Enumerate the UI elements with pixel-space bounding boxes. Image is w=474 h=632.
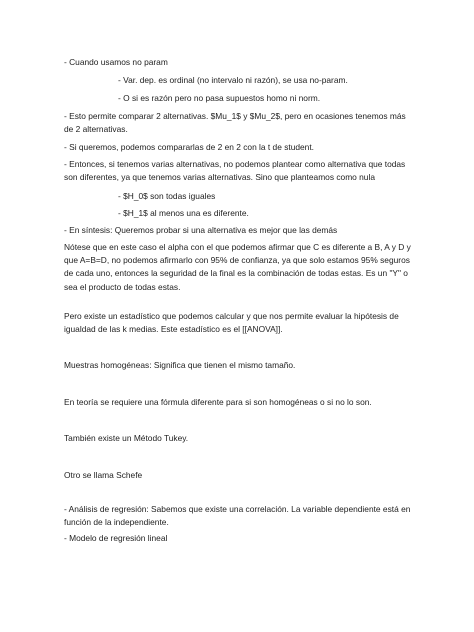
paragraph-schefe: Otro se llama Schefe — [64, 470, 143, 480]
paragraph-synthesis: - En síntesis: Queremos probar si una alternativa es mejor que las demás — [64, 225, 338, 235]
paragraph-homogeneous-samples: Muestras homogéneas: Significa que tienen el mismo tamaño. — [64, 360, 296, 370]
paragraph-null-hypothesis-setup: - Entonces, si tenemos varias alternativas, no podemos plantear como alternativa que todas son diferentes, ya que tenemos varias alternativas. Sino que planteamos como nula — [64, 159, 406, 183]
paragraph-regression-analysis: - Análisis de regresión: Sabemos que existe una correlación. La variable dependiente está en función de la independiente. — [64, 504, 411, 528]
paragraph-h1: - $H_1$ al menos una es diferente. — [118, 208, 249, 218]
paragraph-no-param: - Cuando usamos no param — [64, 57, 168, 67]
paragraph-tukey: También existe un Método Tukey. — [64, 433, 189, 443]
paragraph-formula-theory: En teoría se requiere una fórmula diferente para si son homogéneas o si no lo son. — [64, 397, 372, 407]
paragraph-linear-regression-model: - Modelo de regresión lineal — [64, 533, 168, 543]
paragraph-anova: Pero existe un estadístico que podemos calcular y que nos permite evaluar la hipótesis de igualdad de las k medias. Este estadístico es el [[ANOVA]]. — [64, 311, 399, 335]
paragraph-compare-two-alternatives: - Esto permite comparar 2 alternativas. $Mu_1$ y $Mu_2$, pero en ocasiones tenemos más de 2 alternativas. — [64, 111, 406, 135]
paragraph-ordinal-dependent-variable: - Var. dep. es ordinal (no intervalo ni razón), se usa no-param. — [118, 75, 348, 85]
paragraph-ratio-assumptions: - O si es razón pero no pasa supuestos homo ni norm. — [118, 93, 321, 103]
paragraph-pairwise-t-student: - Si queremos, podemos compararlas de 2 en 2 con la t de student. — [64, 142, 314, 152]
paragraph-h0: - $H_0$ son todas iguales — [118, 191, 216, 201]
paragraph-alpha-note: Nótese que en este caso el alpha con el que podemos afirmar que C es diferente a B, A y D y que A=B=D, no podemos afirmarlo con 95% de confianza, ya que solo estamos 95% seguros de cada uno, entonces la seguridad de la final es la combinación de todas estas. Es un "Y" o sea el producto de todas estas. — [64, 242, 411, 292]
